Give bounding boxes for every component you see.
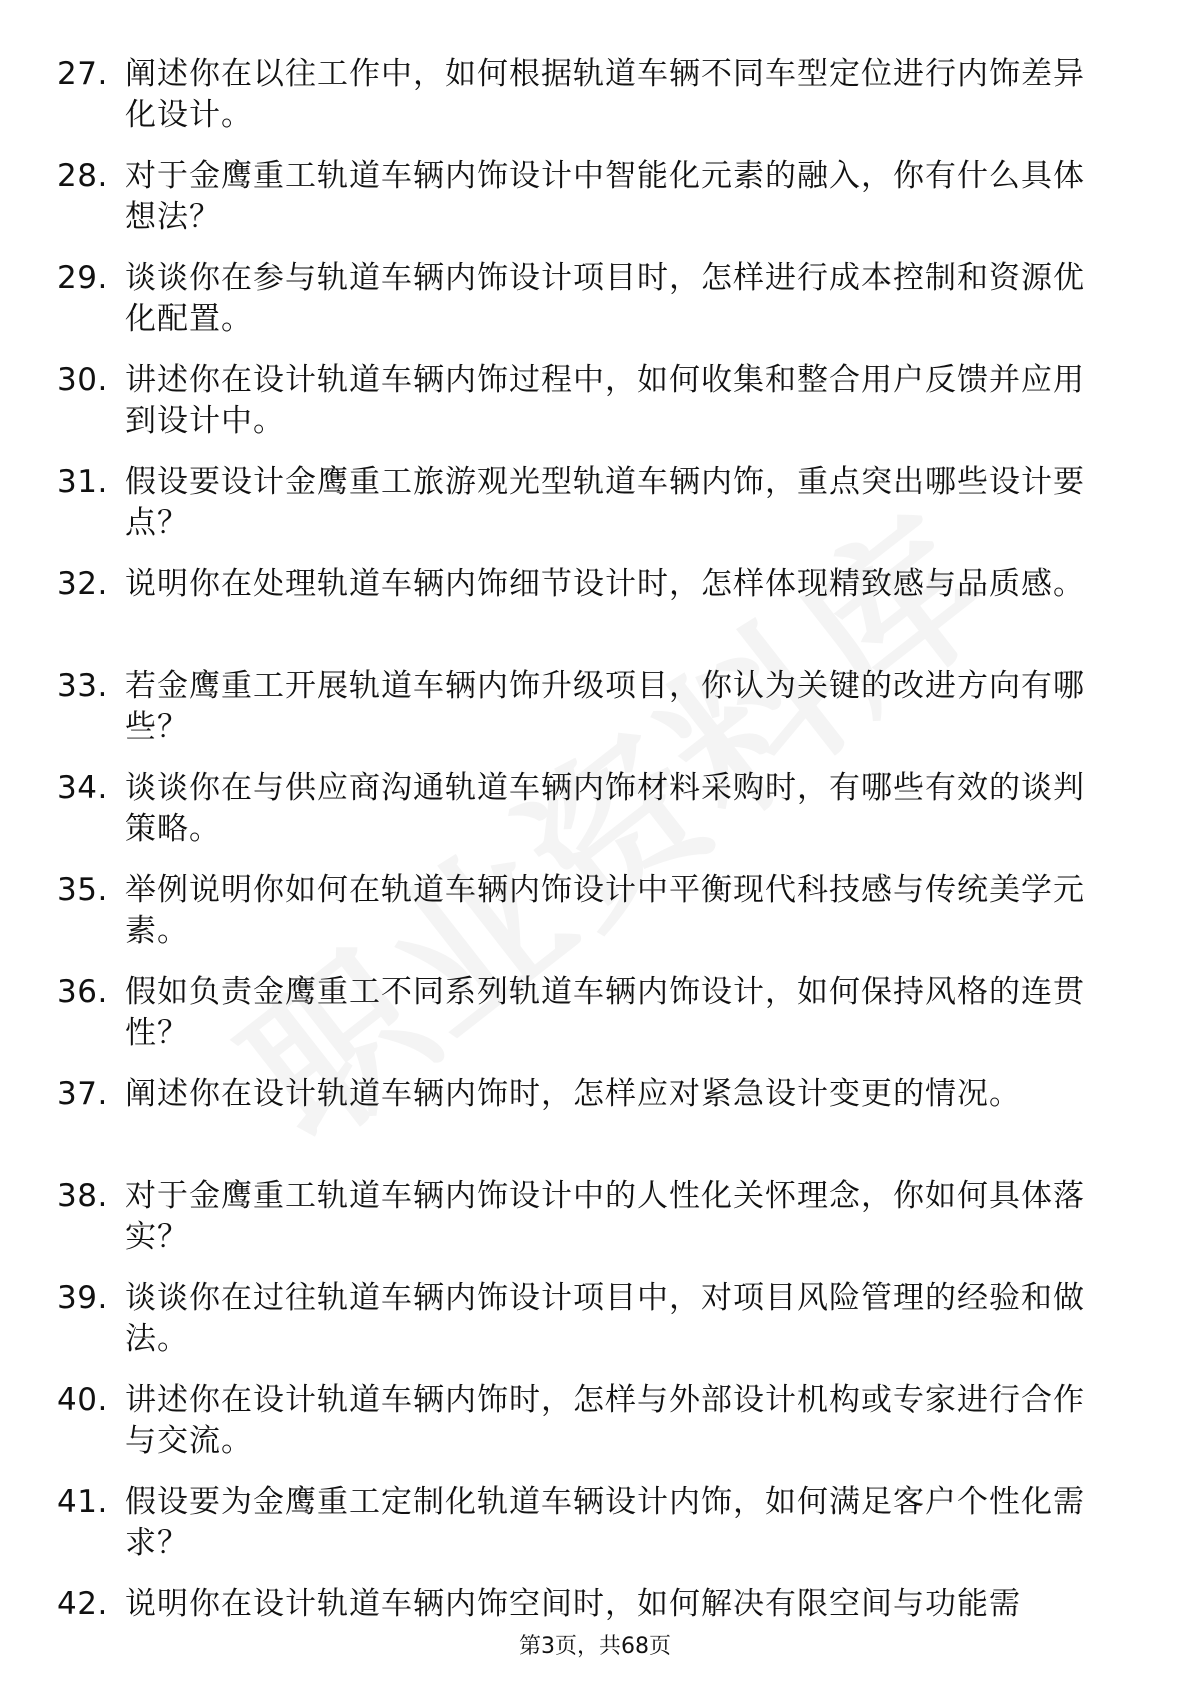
list-item bbox=[0, 156, 1190, 258]
question-number: 38. bbox=[57, 1178, 108, 1214]
question-list bbox=[0, 54, 1190, 1686]
page-number-label: 第3页，共68页 bbox=[519, 1634, 671, 1659]
question-text: 对于金鹰重工轨道车辆内饰设计中智能化元素的融入，你有什么具体想法？ bbox=[125, 158, 1085, 235]
page-footer bbox=[0, 1632, 1190, 1662]
question-number: 31. bbox=[57, 464, 108, 500]
question-number: 37. bbox=[57, 1076, 108, 1112]
question-number: 27. bbox=[57, 56, 108, 92]
list-item bbox=[0, 1176, 1190, 1278]
question-text: 假设要为金鹰重工定制化轨道车辆设计内饰，如何满足客户个性化需求？ bbox=[125, 1484, 1085, 1561]
question-text: 举例说明你如何在轨道车辆内饰设计中平衡现代科技感与传统美学元素。 bbox=[125, 872, 1085, 949]
list-item bbox=[0, 870, 1190, 972]
question-text: 说明你在设计轨道车辆内饰空间时，如何解决有限空间与功能需 bbox=[125, 1586, 1021, 1622]
list-item bbox=[0, 1074, 1190, 1176]
question-text: 假设要设计金鹰重工旅游观光型轨道车辆内饰，重点突出哪些设计要点？ bbox=[125, 464, 1085, 541]
question-text: 阐述你在以往工作中，如何根据轨道车辆不同车型定位进行内饰差异化设计。 bbox=[125, 56, 1085, 133]
question-number: 29. bbox=[57, 260, 108, 296]
list-item bbox=[0, 1482, 1190, 1584]
question-text: 对于金鹰重工轨道车辆内饰设计中的人性化关怀理念，你如何具体落实？ bbox=[125, 1178, 1085, 1255]
question-number: 33. bbox=[57, 668, 108, 704]
question-text: 讲述你在设计轨道车辆内饰过程中，如何收集和整合用户反馈并应用到设计中。 bbox=[125, 362, 1085, 439]
question-text: 假如负责金鹰重工不同系列轨道车辆内饰设计，如何保持风格的连贯性？ bbox=[125, 974, 1085, 1051]
list-item bbox=[0, 564, 1190, 666]
question-number: 34. bbox=[57, 770, 108, 806]
question-text: 讲述你在设计轨道车辆内饰时，怎样与外部设计机构或专家进行合作与交流。 bbox=[125, 1382, 1085, 1459]
question-number: 42. bbox=[57, 1586, 108, 1622]
question-number: 41. bbox=[57, 1484, 108, 1520]
list-item bbox=[0, 360, 1190, 462]
question-number: 40. bbox=[57, 1382, 108, 1418]
list-item bbox=[0, 1278, 1190, 1380]
list-item bbox=[0, 972, 1190, 1074]
question-text: 说明你在处理轨道车辆内饰细节设计时，怎样体现精致感与品质感。 bbox=[125, 566, 1085, 602]
question-number: 32. bbox=[57, 566, 108, 602]
question-number: 35. bbox=[57, 872, 108, 908]
list-item bbox=[0, 768, 1190, 870]
question-text: 阐述你在设计轨道车辆内饰时，怎样应对紧急设计变更的情况。 bbox=[125, 1076, 1021, 1112]
list-item bbox=[0, 666, 1190, 768]
question-number: 30. bbox=[57, 362, 108, 398]
question-number: 36. bbox=[57, 974, 108, 1010]
question-text: 谈谈你在过往轨道车辆内饰设计项目中，对项目风险管理的经验和做法。 bbox=[125, 1280, 1085, 1357]
list-item bbox=[0, 1380, 1190, 1482]
question-number: 28. bbox=[57, 158, 108, 194]
list-item bbox=[0, 258, 1190, 360]
list-item bbox=[0, 54, 1190, 156]
question-number: 39. bbox=[57, 1280, 108, 1316]
question-text: 谈谈你在参与轨道车辆内饰设计项目时，怎样进行成本控制和资源优化配置。 bbox=[125, 260, 1085, 337]
question-text: 若金鹰重工开展轨道车辆内饰升级项目，你认为关键的改进方向有哪些？ bbox=[125, 668, 1085, 745]
list-item bbox=[0, 462, 1190, 564]
question-text: 谈谈你在与供应商沟通轨道车辆内饰材料采购时，有哪些有效的谈判策略。 bbox=[125, 770, 1085, 847]
